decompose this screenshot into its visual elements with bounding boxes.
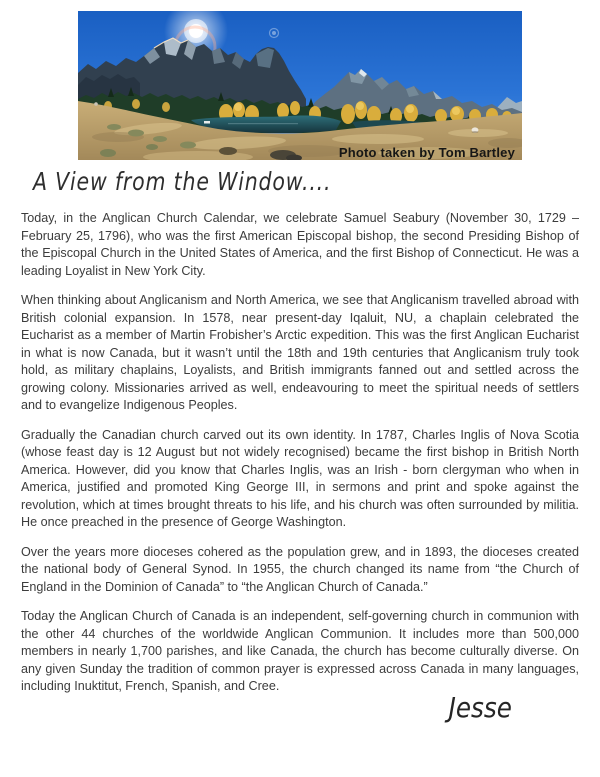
article-paragraph: Today, in the Anglican Church Calendar, we celebrate Samuel Seabury (November 30, 1729 – February 25, 1796), who was the first American Episcopal bishop, the second Presiding Bishop of the Episcopal Church in the United States of America, and the first Bishop of Connecticut. He was a leading Loyalist in New York City. [21, 211, 579, 278]
header-photo [78, 11, 522, 160]
article-paragraph: When thinking about Anglicanism and North America, we see that Anglicanism travelled abroad with British colonial expansion. In 1578, near present-day Iqaluit, NU, a chaplain celebrated the Eucharist as a member of Martin Frobisher’s Arctic expedition. This was the first Anglican Eucharist in what is now Canada, but it wasn’t until the 18th and 19th centuries that Anglicanism truly took hold, as military chaplains, Loyalists, and British immigrants fanned out and settled across the growing colony. Missionaries arrived as well, endeavouring to meet the spiritual needs of settlers and to evangelize Indigenous Peoples. [21, 293, 579, 412]
article-body [21, 210, 579, 708]
photo-credit-caption: Photo taken by Tom Bartley [338, 145, 515, 160]
article-paragraph: Gradually the Canadian church carved out its own identity. In 1787, Charles Inglis of Nova Scotia (whose feast day is 12 August but not widely recognised) became the first bishop in British North America. However, did you know that Charles Inglis, was an Irish - born clergyman who when in America, justified and promoted King George III, in sermons and print and spoke against the revolution, which at times brought threats to his life, and his church was often surrounded by militia. He once preached in the presence of George Washington. [21, 427, 579, 529]
article-paragraph: Today the Anglican Church of Canada is an independent, self-governing church in communion with the other 44 churches of the worldwide Anglican Communion. It includes more than 500,000 members in nearly 1,700 parishes, and like Canada, the church has become culturally diverse. On any given Sunday the tradition of common prayer is expressed across Canada in many languages, including Inuktitut, French, Spanish, and Cree. [21, 609, 579, 693]
author-signature: Jesse [448, 691, 512, 724]
article-paragraph: Over the years more dioceses cohered as the population grew, and in 1893, the dioceses created the national body of General Synod. In 1955, the church changed its name from “the Church of England in the Dominion of Canada” to “the Anglican Church of Canada.” [21, 544, 579, 594]
page-title: A View from the Window.... [33, 167, 332, 196]
mountain-landscape-illustration [78, 11, 522, 160]
